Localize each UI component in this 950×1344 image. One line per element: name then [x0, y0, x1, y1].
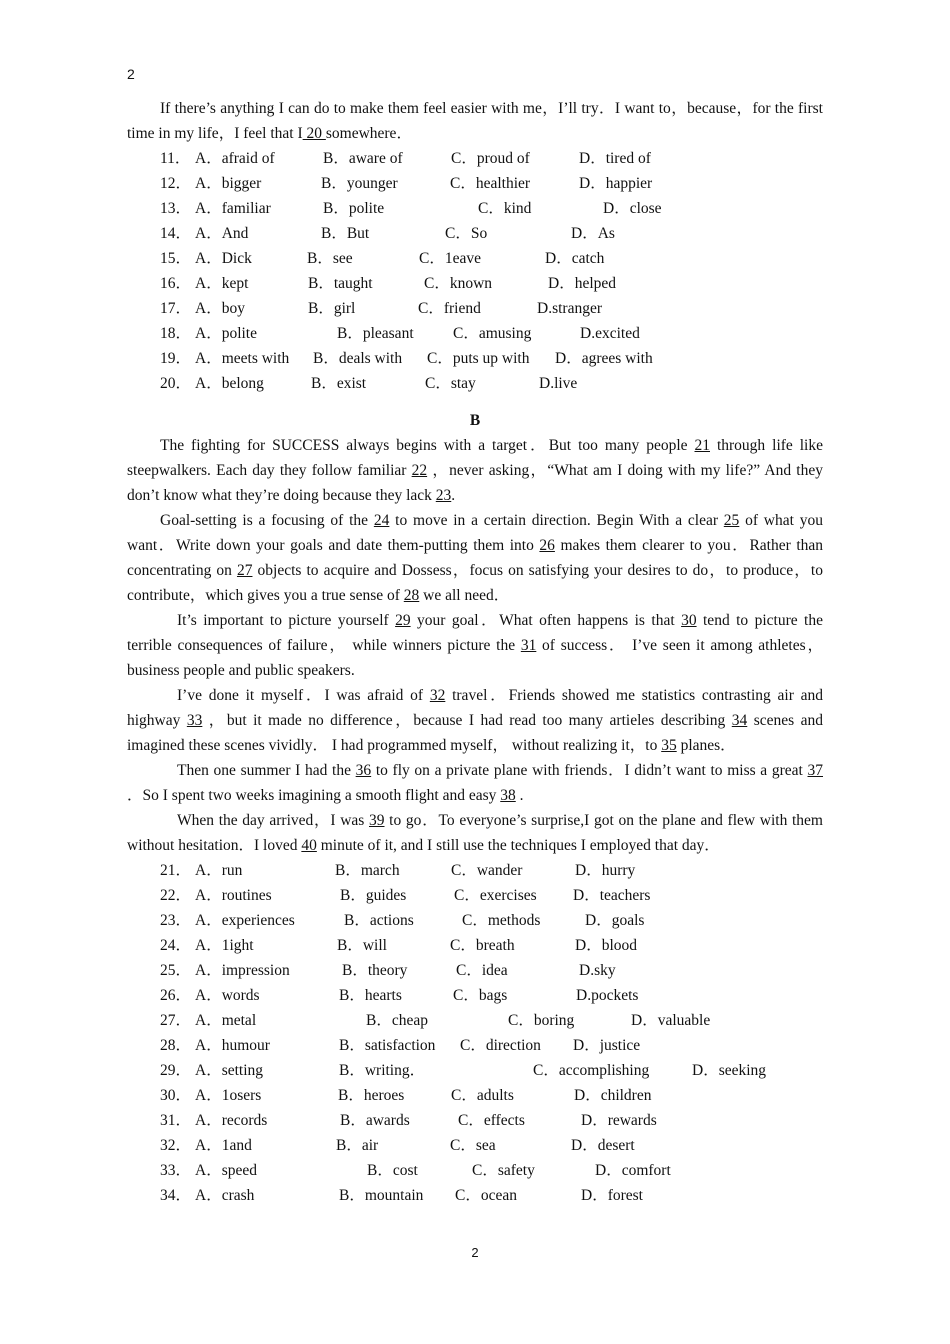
option-b: B．deals with	[313, 350, 403, 367]
option-a: A．speed	[195, 1162, 257, 1179]
passage-text: we all need．	[419, 587, 510, 604]
blank-26: 26	[539, 537, 555, 554]
question-row	[127, 983, 823, 1008]
option-b: B．guides	[340, 887, 407, 904]
question-row	[127, 858, 823, 883]
question-row	[127, 246, 823, 271]
question-row	[127, 271, 823, 296]
passage-b-paragraph-2	[127, 508, 823, 608]
option-c: C．So	[445, 225, 488, 242]
option-d: D．blood	[575, 937, 638, 954]
passage-text: planes．	[676, 737, 736, 754]
option-c: C．direction	[460, 1037, 541, 1054]
blank-37: 37	[807, 762, 823, 779]
blank-30: 30	[681, 612, 697, 629]
blank-33: 33	[186, 712, 203, 729]
option-b: B．aware of	[323, 150, 403, 167]
option-c: C．adults	[451, 1087, 514, 1104]
option-b: B．air	[336, 1137, 379, 1154]
option-d: D.pockets	[576, 987, 639, 1004]
question-number: 28．	[160, 1037, 192, 1054]
option-b: B．satisfaction	[339, 1037, 436, 1054]
question-number: 34．	[160, 1187, 192, 1204]
question-row	[127, 958, 823, 983]
option-c: C．stay	[425, 375, 476, 392]
passage-text: scenes and imagined these scenes vividly． I had programmed myself， without realizing it，to	[127, 712, 823, 754]
question-row	[127, 346, 823, 371]
option-b: B．writing．	[339, 1062, 426, 1079]
passage-text: to fly on a private plane with friends．I didn’t want to miss a great	[371, 762, 808, 779]
blank-40: 40	[301, 837, 317, 854]
option-d: D．teachers	[573, 887, 651, 904]
option-d: D．agrees with	[555, 350, 653, 367]
blank-25: 25	[723, 512, 740, 529]
option-d: D．desert	[571, 1137, 635, 1154]
option-d: D．As	[571, 225, 615, 242]
section-b-heading: B	[469, 412, 481, 429]
blank-31: 31	[520, 637, 537, 654]
passage-b-paragraph-6	[127, 808, 823, 858]
question-row	[127, 883, 823, 908]
option-a: A．1and	[195, 1137, 252, 1154]
option-c: C．healthier	[450, 175, 531, 192]
question-number: 29．	[160, 1062, 192, 1079]
passage-text: .	[451, 487, 456, 504]
option-b: B．mountain	[339, 1187, 424, 1204]
option-c: C．wander	[451, 862, 523, 879]
passage-text: minute of it, and I still use the techniques I employed that day．	[316, 837, 720, 854]
question-number: 23．	[160, 912, 192, 929]
question-row	[127, 1083, 823, 1108]
question-number: 21．	[160, 862, 192, 879]
option-a: A．metal	[195, 1012, 257, 1029]
passage-b-paragraph-3	[127, 608, 823, 683]
option-a: A．boy	[195, 300, 245, 317]
option-c: C．sea	[450, 1137, 496, 1154]
option-a: A．experiences	[195, 912, 295, 929]
option-b: B．taught	[308, 275, 373, 292]
question-number: 26．	[160, 987, 192, 1004]
option-d: D．forest	[581, 1187, 643, 1204]
passage-text: to go．To everyone’s surprise,I got on the plane and flew with them without hesitation．I loved	[127, 812, 823, 854]
blank-29: 29	[395, 612, 411, 629]
option-c: C．bags	[453, 987, 508, 1004]
blank-27: 27	[236, 562, 253, 579]
question-row	[127, 1033, 823, 1058]
question-row	[127, 1058, 823, 1083]
option-d: D．justice	[573, 1037, 641, 1054]
passage-a-ending	[127, 96, 823, 146]
passage-text: .	[515, 787, 524, 804]
option-c: C．exercises	[454, 887, 537, 904]
option-d: D．children	[574, 1087, 652, 1104]
question-row	[127, 1133, 823, 1158]
option-c: C．breath	[450, 937, 515, 954]
option-b: B．march	[335, 862, 400, 879]
option-b: B．see	[307, 250, 353, 267]
option-c: C．amusing	[453, 325, 532, 342]
question-row	[127, 321, 823, 346]
option-b: B．younger	[321, 175, 398, 192]
option-d: D．seeking	[692, 1062, 767, 1079]
option-b: B．heroes	[338, 1087, 405, 1104]
question-number: 18．	[160, 325, 192, 342]
question-number: 19．	[160, 350, 192, 367]
option-d: D．happier	[579, 175, 653, 192]
option-d: D．comfort	[595, 1162, 671, 1179]
question-row	[127, 221, 823, 246]
question-number: 33．	[160, 1162, 192, 1179]
passage-text: ，but it made no difference，because I had read too many artieles describing	[202, 712, 732, 729]
passage-text: travel．Friends showed me statistics contrasting air and highway	[127, 687, 824, 729]
question-number: 30．	[160, 1087, 192, 1104]
passage-text: I’ve done it myself．I was afraid of	[177, 687, 430, 704]
question-number: 31．	[160, 1112, 192, 1129]
option-c: C．puts up with	[427, 350, 530, 367]
option-d: D.sky	[579, 962, 616, 979]
option-c: C．known	[424, 275, 493, 292]
option-c: C．boring	[508, 1012, 575, 1029]
question-number: 24．	[160, 937, 192, 954]
question-number: 32．	[160, 1137, 192, 1154]
question-number: 27．	[160, 1012, 192, 1029]
option-c: C．kind	[478, 200, 532, 217]
option-a: A．crash	[195, 1187, 255, 1204]
question-row	[127, 1158, 823, 1183]
option-c: C．methods	[462, 912, 541, 929]
question-number: 17．	[160, 300, 192, 317]
option-b: B．girl	[308, 300, 356, 317]
question-number: 25．	[160, 962, 192, 979]
passage-b-paragraph-4	[127, 683, 823, 758]
option-b: B．will	[337, 937, 387, 954]
option-c: C．effects	[458, 1112, 525, 1129]
blank-34: 34	[731, 712, 748, 729]
option-a: A．impression	[195, 962, 290, 979]
option-a: A．kept	[195, 275, 249, 292]
questions-b	[127, 858, 823, 1208]
question-row	[127, 171, 823, 196]
question-number: 15．	[160, 250, 192, 267]
option-d: D.excited	[580, 325, 640, 342]
option-b: B．But	[321, 225, 370, 242]
blank-28: 28	[403, 587, 420, 604]
option-d: D．helped	[548, 275, 617, 292]
blank-35: 35	[661, 737, 677, 754]
blank-39: 39	[369, 812, 385, 829]
option-b: B．awards	[340, 1112, 410, 1129]
question-row	[127, 371, 823, 396]
blank-36: 36	[355, 762, 372, 779]
passage-text: your goal．What often happens is that	[410, 612, 682, 629]
passage-text: to move in a certain direction. Begin With a clear	[389, 512, 724, 529]
option-c: C．ocean	[455, 1187, 517, 1204]
option-a: A．afraid of	[195, 150, 275, 167]
option-d: D．rewards	[581, 1112, 657, 1129]
question-row	[127, 908, 823, 933]
option-a: A．belong	[195, 375, 264, 392]
question-number: 14．	[160, 225, 192, 242]
option-d: D．catch	[545, 250, 605, 267]
option-d: D．tired of	[579, 150, 651, 167]
option-c: C．idea	[456, 962, 508, 979]
page-number-bottom: 2	[471, 1245, 479, 1260]
option-d: D.stranger	[537, 300, 602, 317]
passage-text: ，never asking，“What am I doing with my life?” And they don’t know what they’re doing because they lack	[127, 462, 823, 504]
option-b: B．pleasant	[337, 325, 414, 342]
question-row	[127, 196, 823, 221]
option-a: A．polite	[195, 325, 257, 342]
option-a: A．humour	[195, 1037, 270, 1054]
option-b: B．exist	[311, 375, 367, 392]
passage-text: Goal-setting is a focusing of the	[160, 512, 374, 529]
questions-a	[127, 146, 823, 396]
passage-text: through life like steepwalkers. Each day they follow familiar	[127, 437, 823, 479]
blank-32: 32	[429, 687, 446, 704]
option-a: A．meets with	[195, 350, 290, 367]
blank-38: 38	[500, 787, 516, 804]
passage-b-paragraph-5	[127, 758, 823, 808]
option-a: A．bigger	[195, 175, 262, 192]
question-row	[127, 1008, 823, 1033]
option-a: A．1ight	[195, 937, 254, 954]
option-d: D.live	[539, 375, 578, 392]
passage-text: Then one summer I had the	[177, 762, 356, 779]
document-body	[127, 96, 823, 1208]
option-b: B．hearts	[339, 987, 402, 1004]
option-c: C．friend	[418, 300, 481, 317]
blank-24: 24	[373, 512, 390, 529]
blank-21: 21	[694, 437, 710, 454]
option-a: A．And	[195, 225, 249, 242]
blank-22: 22	[411, 462, 428, 479]
passage-text: ．So I spent two weeks imagining a smooth flight and easy	[127, 787, 501, 804]
option-c: C．proud of	[451, 150, 530, 167]
option-a: A．words	[195, 987, 260, 1004]
option-a: A．records	[195, 1112, 268, 1129]
option-a: A．1osers	[195, 1087, 262, 1104]
option-a: A．Dick	[195, 250, 252, 267]
question-number: 20．	[160, 375, 192, 392]
question-number: 13．	[160, 200, 192, 217]
option-a: A．familiar	[195, 200, 271, 217]
option-b: B．actions	[344, 912, 414, 929]
option-b: B．polite	[323, 200, 385, 217]
option-b: B．cost	[367, 1162, 418, 1179]
question-number: 12．	[160, 175, 192, 192]
blank-23: 23	[435, 487, 452, 504]
question-row	[127, 1183, 823, 1208]
option-a: A．setting	[195, 1062, 264, 1079]
option-a: A．routines	[195, 887, 272, 904]
passage-text: objects to acquire and Dossess，focus on satisfying your desires to do，to produce，to contribute，which gives you a true sense of	[127, 562, 823, 604]
passage-b-paragraph-1	[127, 433, 823, 508]
option-d: D．goals	[585, 912, 645, 929]
option-c: C．safety	[472, 1162, 535, 1179]
passage-text: It’s important to picture yourself	[177, 612, 396, 629]
option-a: A．run	[195, 862, 243, 879]
option-d: D．hurry	[575, 862, 636, 879]
option-c: C．accomplishing	[533, 1062, 650, 1079]
question-number: 22．	[160, 887, 192, 904]
question-row	[127, 296, 823, 321]
blank-20: 20	[302, 125, 326, 142]
question-row	[127, 933, 823, 958]
passage-text: When the day arrived，I was	[177, 812, 369, 829]
option-c: C．1eave	[419, 250, 481, 267]
passage-text: of success． I’ve seen it among athletes，business people and public speakers.	[127, 637, 823, 679]
option-d: D．close	[603, 200, 662, 217]
question-row	[127, 146, 823, 171]
option-d: D．valuable	[631, 1012, 711, 1029]
passage-text: If there’s anything I can do to make them feel easier with me，I’ll try．I want to，because，for the first time in my life，I feel that I	[127, 100, 823, 142]
question-number: 11．	[160, 150, 191, 167]
option-b: B．theory	[342, 962, 408, 979]
question-row	[127, 1108, 823, 1133]
question-number: 16．	[160, 275, 192, 292]
option-b: B．cheap	[366, 1012, 428, 1029]
passage-text: of what you want．Write down your goals and date them-putting them into	[127, 512, 823, 554]
page-number-top: 2	[127, 66, 135, 82]
passage-text: The fighting for SUCCESS always begins with a target．But too many people	[160, 437, 695, 454]
passage-text: somewhere．	[325, 125, 412, 142]
passage-text: makes them clearer to you．Rather than concentrating on	[127, 537, 823, 579]
passage-text: tend to picture the terrible consequences of failure， while winners picture the	[127, 612, 823, 654]
